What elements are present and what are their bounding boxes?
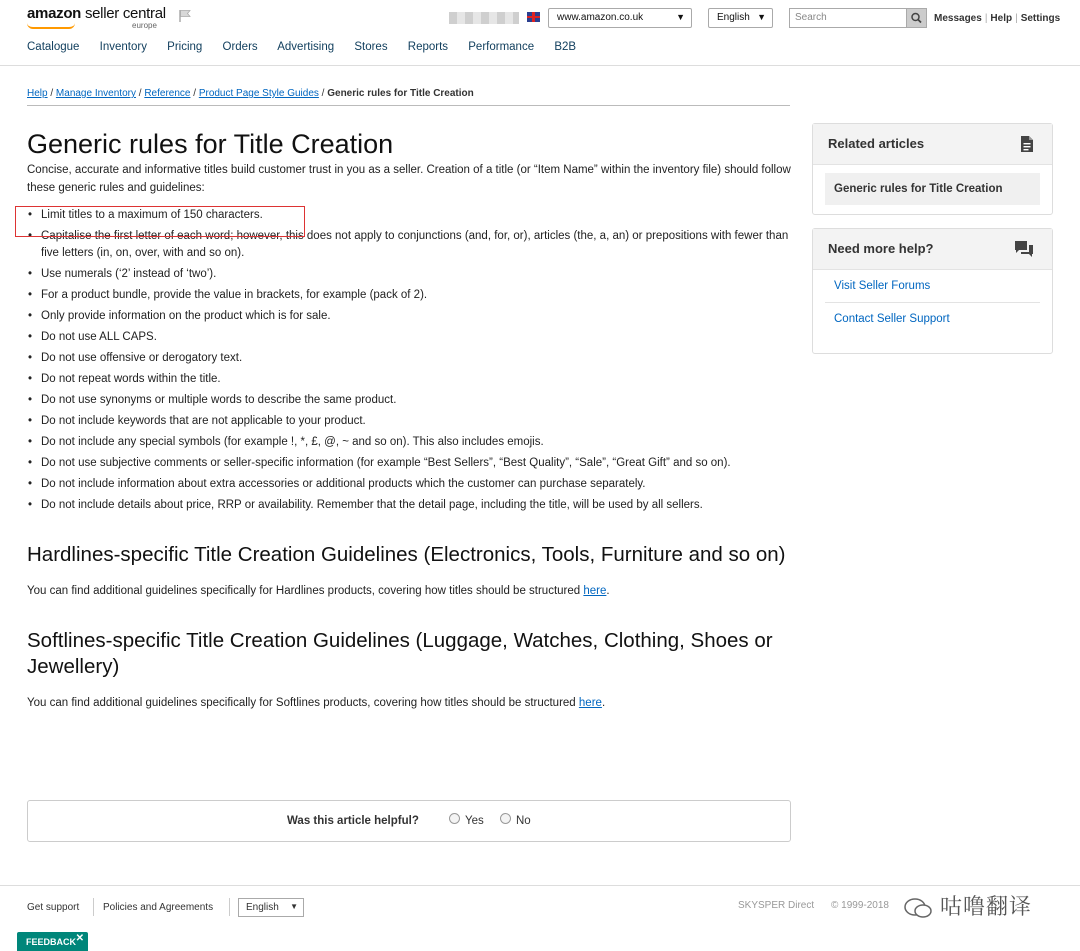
helpful-question: Was this article helpful? <box>287 815 419 827</box>
nav-performance[interactable]: Performance <box>468 41 535 53</box>
list-item: • Do not use ALL CAPS. <box>27 329 792 346</box>
article-intro: Concise, accurate and informative titles build customer trust in you as a seller. Creation of a title (or “Item Name” within the inventory file) should follow these generic rules and guidelines: <box>27 164 791 194</box>
copyright: © 1999-2018 <box>831 900 889 911</box>
softlines-text: You can find additional guidelines specifically for Softlines products, covering how titles should be structured here. <box>27 697 606 709</box>
footer <box>0 885 1080 951</box>
related-articles-header: Related articles <box>813 124 1052 165</box>
no-label[interactable]: No <box>516 815 531 827</box>
hardlines-text: You can find additional guidelines specifically for Hardlines products, covering how titles should be structured here. <box>27 585 610 597</box>
list-item: • Limit titles to a maximum of 150 characters. <box>27 207 792 224</box>
policies-link[interactable]: Policies and Agreements <box>103 902 214 913</box>
top-links <box>934 13 1060 24</box>
nav-inventory[interactable]: Inventory <box>99 41 147 53</box>
nav-reports[interactable]: Reports <box>407 41 449 53</box>
search-icon <box>907 9 926 27</box>
list-item: • Do not use offensive or derogatory text. <box>27 350 792 367</box>
breadcrumb-current: Generic rules for Title Creation <box>327 88 474 99</box>
flag-icon[interactable] <box>178 9 192 23</box>
breadcrumb-help[interactable]: Help <box>27 88 48 99</box>
document-icon <box>1020 135 1034 153</box>
annotation-highlight-box <box>15 206 305 237</box>
yes-label[interactable]: Yes <box>465 815 484 827</box>
list-item: • For a product bundle, provide the value in brackets, for example (pack of 2). <box>27 287 792 304</box>
breadcrumb-style-guides[interactable]: Product Page Style Guides <box>198 88 319 99</box>
breadcrumb-manage-inventory[interactable]: Manage Inventory <box>55 88 136 99</box>
top-header <box>0 0 1080 66</box>
seller-central-logo[interactable] <box>27 5 166 30</box>
breadcrumb-reference[interactable]: Reference <box>144 88 191 99</box>
list-item: • Do not include any special symbols (for example !, *, £, @, ~ and so on). This also includes emojis. <box>27 434 792 451</box>
softlines-here-link[interactable]: here <box>578 697 602 709</box>
list-item: • Do not use synonyms or multiple words to describe the same product. <box>27 392 792 409</box>
related-articles-card <box>812 123 1053 215</box>
helpful-feedback <box>27 800 791 842</box>
contact-seller-support-link[interactable]: Contact Seller Support <box>834 313 950 325</box>
page-title: Generic rules for Title Creation <box>27 129 394 159</box>
main-nav <box>27 41 593 53</box>
chevron-down-icon: ▼ <box>676 12 685 22</box>
list-item: • Only provide information on the product which is for sale. <box>27 308 792 325</box>
list-item: • Capitalise the first letter of each word; however, this does not apply to conjunctions (and, for, or), articles (the, a, an) or prepositions with fewer than five letters (in, on, over, with and so on). <box>27 228 792 262</box>
rules-list <box>27 207 792 514</box>
chat-bubbles-icon <box>1014 240 1034 258</box>
messages-link[interactable]: Messages <box>934 13 982 24</box>
list-item: • Do not repeat words within the title. <box>27 371 792 388</box>
need-help-card <box>812 228 1053 354</box>
help-links <box>825 270 1040 335</box>
breadcrumb: Help / Manage Inventory / Reference / Product Page Style Guides / Generic rules for Title Creation <box>27 88 474 99</box>
nav-pricing[interactable]: Pricing <box>167 41 203 53</box>
visit-seller-forums-link[interactable]: Visit Seller Forums <box>825 270 1040 303</box>
no-radio[interactable] <box>500 813 511 824</box>
feedback-button[interactable]: FEEDBACK ✕ <box>17 932 88 951</box>
separator <box>93 898 94 916</box>
get-support-link[interactable]: Get support <box>27 902 80 913</box>
language-select[interactable]: English ▼ <box>708 8 773 28</box>
list-item: • Use numerals (‘2’ instead of ‘two’). <box>27 266 792 283</box>
help-link[interactable]: Help <box>990 13 1013 24</box>
list-item: • Do not include details about price, RRP or availability. Remember that the detail page, including the title, will be used by all sellers. <box>27 497 792 514</box>
close-icon[interactable]: ✕ <box>75 933 84 944</box>
nav-advertising[interactable]: Advertising <box>277 41 335 53</box>
watermark-text: 咕噜翻译 <box>940 894 1033 919</box>
footer-language-select[interactable]: English ▼ <box>238 898 304 917</box>
chevron-down-icon: ▼ <box>757 12 766 22</box>
search-input[interactable]: Search <box>789 8 907 28</box>
related-article-item[interactable]: Generic rules for Title Creation <box>825 173 1040 205</box>
nav-b2b[interactable]: B2B <box>554 41 577 53</box>
need-help-header: Need more help? <box>813 229 1052 270</box>
company-name: SKYSPER Direct <box>738 900 815 911</box>
softlines-heading: Softlines-specific Title Creation Guidelines (Luggage, Watches, Clothing, Shoes or Jewellery) <box>27 629 773 678</box>
account-name-blurred <box>449 12 519 24</box>
logo-region: europe <box>132 21 157 30</box>
list-item: • Do not include information about extra accessories or additional products which the customer can purchase separately. <box>27 476 792 493</box>
wechat-icon <box>903 897 933 919</box>
separator: | <box>984 13 988 24</box>
yes-radio[interactable] <box>449 813 460 824</box>
uk-flag-icon <box>527 12 540 22</box>
settings-link[interactable]: Settings <box>1020 13 1061 24</box>
logo-brand: amazon seller central <box>27 5 166 22</box>
chevron-down-icon: ▼ <box>290 902 298 911</box>
list-item: • Do not use subjective comments or seller-specific information (for example “Best Sellers”, “Best Quality”, “Sale”, “Great Gift” and so on). <box>27 455 792 472</box>
separator: | <box>1015 13 1018 24</box>
hardlines-here-link[interactable]: here <box>583 585 607 597</box>
separator <box>229 898 230 916</box>
nav-orders[interactable]: Orders <box>222 41 258 53</box>
nav-stores[interactable]: Stores <box>354 41 388 53</box>
list-item: • Do not include keywords that are not applicable to your product. <box>27 413 792 430</box>
hardlines-heading: Hardlines-specific Title Creation Guidelines (Electronics, Tools, Furniture and so on) <box>27 543 786 566</box>
nav-catalogue[interactable]: Catalogue <box>27 41 80 53</box>
search-button[interactable] <box>906 8 927 28</box>
divider <box>27 105 790 106</box>
marketplace-select[interactable]: www.amazon.co.uk ▼ <box>548 8 692 28</box>
logo-smile-icon <box>27 23 75 29</box>
